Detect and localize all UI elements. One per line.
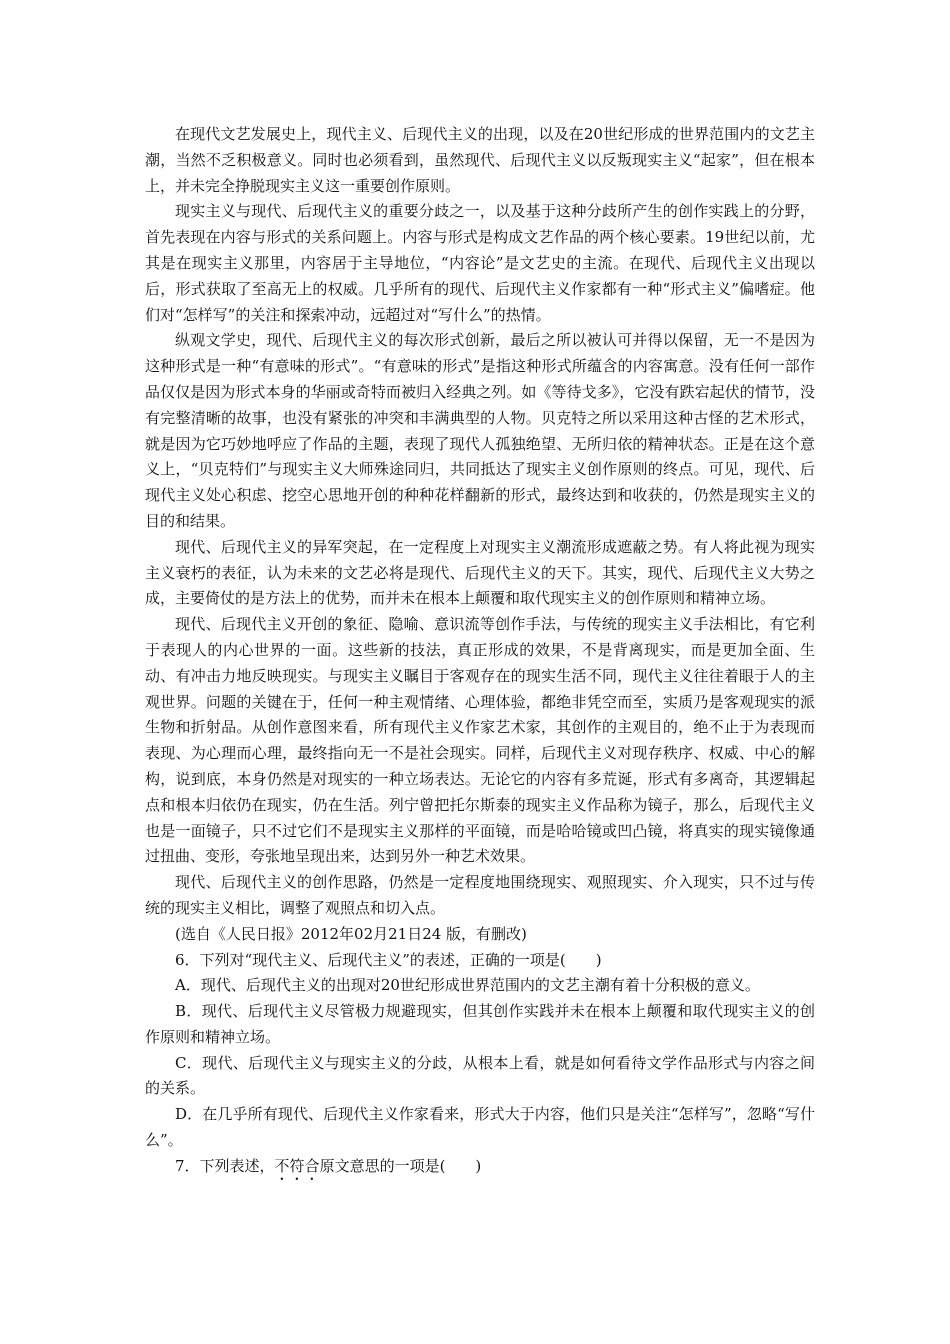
paragraph-4: 现代、后现代主义的异军突起，在一定程度上对现实主义潮流形成遮蔽之势。有人将此视为现实主义衰朽的表征，认为未来的文艺必将是现代、后现代主义的天下。其实，现代、后现代主义大势之成，主要倚仗的是方法上的优势，而并未在根本上颠覆和取代现实主义的创作原则和精神立场。: [145, 537, 815, 608]
question-7-prefix: 7．下列表述，: [175, 1156, 275, 1175]
source-citation: (选自《人民日报》2012年02月21日24 版，有删改): [175, 924, 527, 943]
question-7-emphasis: 不符合: [274, 1156, 320, 1175]
paragraph-6: 现代、后现代主义的创作思路，仍然是一定程度地围绕现实、观照现实、介入现实，只不过与传统的现实主义相比，调整了观照点和切入点。: [145, 873, 815, 917]
paragraph-1: 在现代文艺发展史上，现代主义、后现代主义的出现，以及在20世纪形成的世界范围内的文艺主潮，当然不乏积极意义。同时也必须看到，虽然现代、后现代主义以反叛现实主义“起家”，但在根本上，并未完全挣脱现实主义这一重要创作原则。: [145, 125, 815, 195]
question-6-option-c: C．现代、后现代主义与现实主义的分歧，从根本上看，就是如何看待文学作品形式与内容之间的关系。: [145, 1053, 815, 1098]
paragraph-5: 现代、后现代主义开创的象征、隐喻、意识流等创作手法，与传统的现实主义手法相比，有它利于表现人的内心世界的一面。这些新的技法，真正形成的效果，不是背离现实，而是更加全面、生动、有冲击力地反映现实。与现实主义瞩目于客观存在的现实生活不同，现代主义往往着眼于人的主观世界。问题的关键在于，任何一种主观情绪、心理体验，都绝非凭空而至，实质乃是客观现实的派生物和折射品。从创作意图来看，所有现代主义作家艺术家，其创作的主观目的，绝不止于为表现而表现、为心理而心理，最终指向无一不是社会现实。同样，后现代主义对现存秩序、权威、中心的解构，说到底，本身仍然是对现实的一种立场表达。无论它的内容有多荒诞，形式有多离奇，其逻辑起点和根本归依仍在现实，仍在生活。列宁曾把托尔斯泰的现实主义作品称为镜子，那么，后现代主义也是一面镜子，只不过它们不是现实主义那样的平面镜，而是哈哈镜或凹凸镜，将真实的现实镜像通过扭曲、变形，夸张地呈现出来，达到另外一种艺术效果。: [145, 615, 815, 866]
question-7-suffix: 原文意思的一项是( ): [319, 1156, 482, 1175]
paragraph-2: 现实主义与现代、后现代主义的重要分歧之一，以及基于这种分歧所产生的创作实践上的分野，首先表现在内容与形式的关系问题上。内容与形式是构成文艺作品的两个核心要素。19世纪以前，尤其是在现实主义那里，内容居于主导地位，“内容论”是文艺史的主流。在现代、后现代主义出现以后，形式获取了至高无上的权威。几乎所有的现代、后现代主义作家都有一种“形式主义”偏嗜症。他们对“怎样写”的关注和探索冲动，远超过对“写什么”的热情。: [145, 202, 815, 324]
question-6-stem: 6．下列对“现代主义、后现代主义”的表述，正确的一项是( ): [175, 950, 602, 969]
paragraph-3: 纵观文学史，现代、后现代主义的每次形式创新，最后之所以被认可并得以保留，无一不是因为这种形式是一种“有意味的形式”。“有意味的形式”是指这种形式所蕴含的内容寓意。没有任何一部作品仅仅是因为形式本身的华丽或奇特而被归入经典之列。如《等待戈多》，它没有跌宕起伏的情节，没有完整清晰的故事，也没有紧张的冲突和丰满典型的人物。贝克特之所以采用这种古怪的艺术形式，就是因为它巧妙地呼应了作品的主题，表现了现代人孤独绝望、无所归依的精神状态。正是在这个意义上，“贝克特们”与现实主义大师殊途同归，共同抵达了现实主义创作原则的终点。可见，现代、后现代主义处心积虑、挖空心思地开创的种种花样翻新的形式，最终达到和收获的，仍然是现实主义的目的和结果。: [145, 331, 815, 530]
question-6-option-d: D．在几乎所有现代、后现代主义作家看来，形式大于内容，他们只是关注“怎样写”，忽略“写什么”。: [145, 1105, 815, 1150]
question-7-stem: [145, 1154, 815, 1184]
document-page: [145, 122, 815, 1184]
question-6-option-a: A．现代、后现代主义的出现对20世纪形成世界范围内的文艺主潮有着十分积极的意义。: [175, 976, 760, 995]
question-6-option-b: B．现代、后现代主义尽管极力规避现实，但其创作实践并未在根本上颠覆和取代现实主义的创作原则和精神立场。: [145, 1002, 815, 1046]
